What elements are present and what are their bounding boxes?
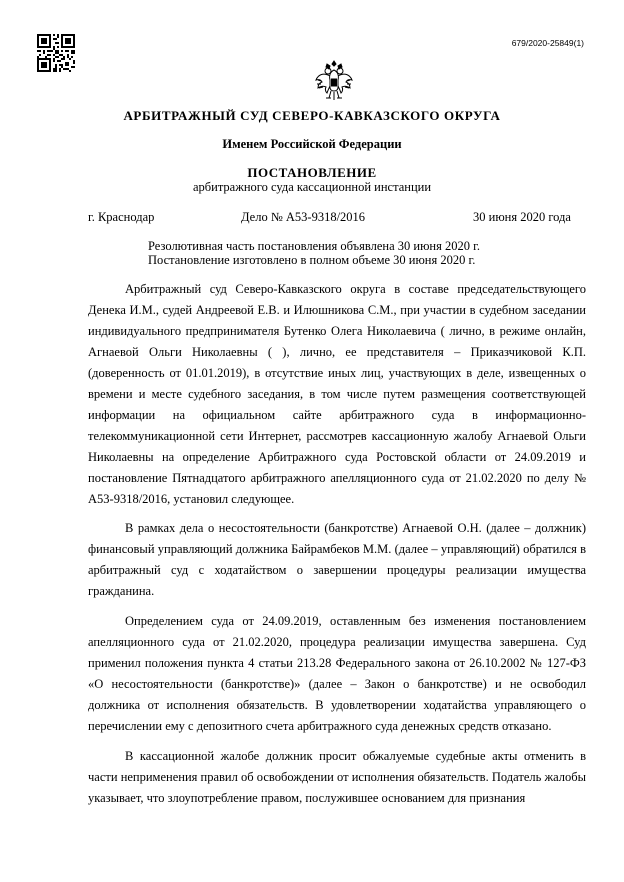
document-body [88, 279, 586, 818]
city-label: г. Краснодар [88, 210, 155, 224]
decision-date: 30 июня 2020 года [473, 210, 571, 224]
body-paragraph-4: В кассационной жалобе должник просит обжалуемые судебные акты отменить в части неприменения правил об освобождении от исполнения обязательств. Податель жалобы указывает, что злоупотребление правом, послужившее основанием для признания [88, 749, 586, 805]
court-name-heading: АРБИТРАЖНЫЙ СУД СЕВЕРО-КАВКАЗСКОГО ОКРУГА [123, 108, 501, 123]
document-number: 679/2020-25849(1) [511, 38, 584, 48]
case-number: Дело № А53-9318/2016 [241, 210, 366, 224]
qr-code-icon [37, 34, 75, 72]
resolution-announced-note: Резолютивная часть постановления объявлена 30 июня 2020 г. [148, 239, 480, 253]
coat-of-arms-icon [313, 58, 355, 102]
document-type-title: ПОСТАНОВЛЕНИЕ [247, 165, 377, 180]
court-instance-subtitle: арбитражного суда кассационной инстанции [192, 180, 432, 194]
body-paragraph-1: Арбитражный суд Северо-Кавказского округа в составе председательствующего Денека И.М., судей Андреевой Е.В. и Илюшникова С.М., при участии в судебном заседании индивидуального предпринимателя Бутенко Олега Николаевича ( лично, в режиме онлайн, Агнаевой Ольги Николаевны ( ), лично, ее представителя – Приказчиковой К.П. (доверенность от 01.01.2019), в отсутствие иных лиц, участвующих в деле, извещенных о времени и месте судебного заседания, в том числе путем размещения соответствующей информации на официальном сайте арбитражного суда в информационно-телекоммуникационной сети Интернет, рассмотрев кассационную жалобу Агнаевой Ольги Николаевны на определение Арбитражного суда Ростовской области от 24.09.2019 и постановление Пятнадцатого арбитражного апелляционного суда от 21.02.2020 по делу № А53-9318/2016, установил следующее. [88, 282, 586, 506]
body-paragraph-2: В рамках дела о несостоятельности (банкротстве) Агнаевой О.Н. (далее – должник) финансовый управляющий должника Байрамбеков М.М. (далее – управляющий) обратился в арбитражный суд с ходатайством о завершении процедуры реализации имущества гражданина. [88, 521, 586, 598]
full-text-prepared-note: Постановление изготовлено в полном объеме 30 июня 2020 г. [148, 253, 476, 267]
body-paragraph-3: Определением суда от 24.09.2019, оставленным без изменения постановлением апелляционного суда от 21.02.2020, процедура реализации имущества завершена. Суд применил положения пункта 4 статьи 213.28 Федерального закона от 26.10.2002 № 127-ФЗ «О несостоятельности (банкротстве)» (далее – Закон о банкротстве) и не освободил должника от исполнения обязательств. В удовлетворении ходатайства управляющего о перечислении ему с депозитного счета арбитражного суда денежных средств отказано. [88, 614, 586, 733]
in-name-of-line: Именем Российской Федерации [222, 137, 402, 151]
